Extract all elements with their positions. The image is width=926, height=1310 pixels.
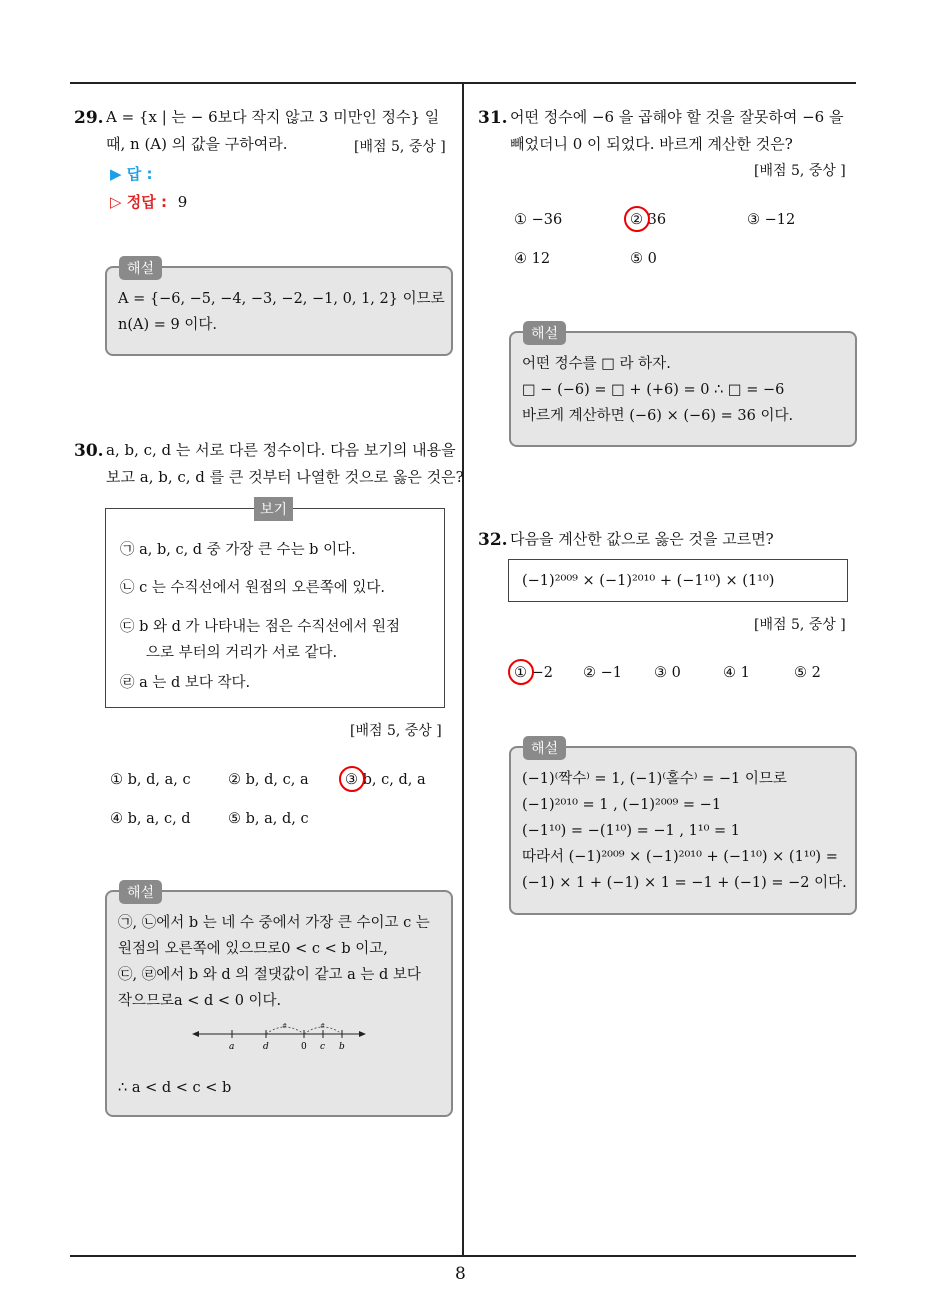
expression-text: (−1)²⁰⁰⁹ × (−1)²⁰¹⁰ + (−1¹⁰) × (1¹⁰)	[522, 573, 775, 589]
solution-tab: 해설	[119, 880, 162, 904]
selected-answer-circle	[339, 766, 365, 792]
solution-line: (−1)⁽짝수⁾ = 1, (−1)⁽홀수⁾ = −1 이므로	[522, 771, 787, 787]
numline-label-b: b	[339, 1042, 345, 1052]
bogi-tab: 보기	[254, 497, 293, 521]
option-1[interactable]: ① −2	[514, 665, 553, 681]
score-label: [배점 5, 중상 ]	[754, 617, 846, 633]
svg-text:#: #	[282, 1023, 288, 1030]
solution-line: □ − (−6) = □ + (+6) = 0 ∴ □ = −6	[522, 382, 785, 398]
option-5[interactable]: ⑤ 0	[630, 251, 657, 267]
correct-answer-row	[110, 191, 187, 212]
solution-line: 작으므로a < d < 0 이다.	[118, 993, 282, 1009]
solution-line: 따라서 (−1)²⁰⁰⁹ × (−1)²⁰¹⁰ + (−1¹⁰) × (1¹⁰) =	[522, 849, 838, 865]
question-text-line: 빼었더니 0 이 되었다. 바르게 계산한 것은?	[510, 135, 793, 153]
solution-tab: 해설	[523, 321, 566, 345]
solution-line: ㉢, ㉣에서 b 와 d 의 절댓값이 같고 a 는 d 보다	[118, 967, 421, 983]
correct-answer-label: ▷ 정답 :	[110, 193, 167, 211]
score-label: [배점 5, 중상 ]	[350, 723, 442, 739]
answer-label: ▶ 답 :	[110, 165, 153, 183]
solution-line: A = {−6, −5, −4, −3, −2, −1, 0, 1, 2} 이므로	[118, 291, 445, 307]
option-1[interactable]: ① −36	[514, 212, 563, 228]
numline-label-d: d	[263, 1042, 269, 1052]
option-5[interactable]: ⑤ 2	[794, 665, 821, 681]
solution-tab: 해설	[119, 256, 162, 280]
numline-label-0: 0	[301, 1042, 307, 1052]
option-2[interactable]: ② 36	[630, 212, 667, 228]
solution-line: 어떤 정수를 □ 라 하자.	[522, 356, 671, 372]
question-number: 30.	[74, 441, 104, 461]
bogi-item: ㉠ a, b, c, d 중 가장 큰 수는 b 이다.	[120, 542, 356, 558]
solution-conclusion: ∴ a < d < c < b	[118, 1080, 232, 1096]
option-3[interactable]: ③ −12	[747, 212, 796, 228]
solution-line: 원점의 오른쪽에 있으므로0 < c < b 이고,	[118, 941, 388, 957]
option-5[interactable]: ⑤ b, a, d, c	[228, 811, 309, 827]
solution-line: (−1¹⁰) = −(1¹⁰) = −1 , 1¹⁰ = 1	[522, 823, 741, 839]
number-line-diagram	[190, 1022, 370, 1056]
solution-line: (−1) × 1 + (−1) × 1 = −1 + (−1) = −2 이다.	[522, 875, 847, 891]
question-number: 32.	[478, 530, 508, 550]
option-3[interactable]: ③ b, c, d, a	[345, 772, 426, 788]
option-3[interactable]: ③ 0	[654, 665, 681, 681]
score-label: [배점 5, 중상 ]	[354, 139, 446, 155]
option-2[interactable]: ② −1	[583, 665, 622, 681]
bogi-item: ㉣ a 는 d 보다 작다.	[120, 675, 251, 691]
selected-answer-circle	[508, 659, 534, 685]
numline-label-a: a	[229, 1042, 235, 1052]
option-4[interactable]: ④ 1	[723, 665, 750, 681]
question-text-line: 다음을 계산한 값으로 옳은 것을 고르면?	[510, 530, 774, 548]
bogi-item: 으로 부터의 거리가 서로 같다.	[146, 645, 338, 661]
solution-line: ㉠, ㉡에서 b 는 네 수 중에서 가장 큰 수이고 c 는	[118, 915, 430, 931]
question-number: 29.	[74, 108, 104, 128]
svg-text:#: #	[320, 1023, 326, 1030]
solution-tab: 해설	[523, 736, 566, 760]
question-text-line: A = {x | 는 − 6보다 작지 않고 3 미만인 정수} 일	[106, 108, 440, 126]
bogi-item: ㉡ c 는 수직선에서 원점의 오른쪽에 있다.	[120, 580, 385, 596]
solution-line: 바르게 계산하면 (−6) × (−6) = 36 이다.	[522, 408, 794, 424]
option-2[interactable]: ② b, d, c, a	[228, 772, 309, 788]
answer-row	[110, 163, 152, 184]
bogi-item: ㉢ b 와 d 가 나타내는 점은 수직선에서 원점	[120, 619, 401, 635]
question-text-line: 보고 a, b, c, d 를 큰 것부터 나열한 것으로 옳은 것은?	[106, 468, 464, 486]
question-text-line: a, b, c, d 는 서로 다른 정수이다. 다음 보기의 내용을	[106, 441, 456, 459]
question-text-line: 어떤 정수에 −6 을 곱해야 할 것을 잘못하여 −6 을	[510, 108, 844, 126]
solution-line: (−1)²⁰¹⁰ = 1 , (−1)²⁰⁰⁹ = −1	[522, 797, 722, 813]
solution-line: n(A) = 9 이다.	[118, 317, 217, 333]
numline-label-c: c	[320, 1042, 326, 1052]
question-text-line: 때, n (A) 의 값을 구하여라.	[106, 135, 288, 153]
column-divider	[462, 82, 464, 1256]
option-4[interactable]: ④ b, a, c, d	[110, 811, 191, 827]
score-label: [배점 5, 중상 ]	[754, 163, 846, 179]
correct-answer-value: 9	[177, 193, 188, 211]
selected-answer-circle	[624, 206, 650, 232]
question-number: 31.	[478, 108, 508, 128]
page-number: 8	[455, 1264, 466, 1284]
option-1[interactable]: ① b, d, a, c	[110, 772, 191, 788]
option-4[interactable]: ④ 12	[514, 251, 551, 267]
